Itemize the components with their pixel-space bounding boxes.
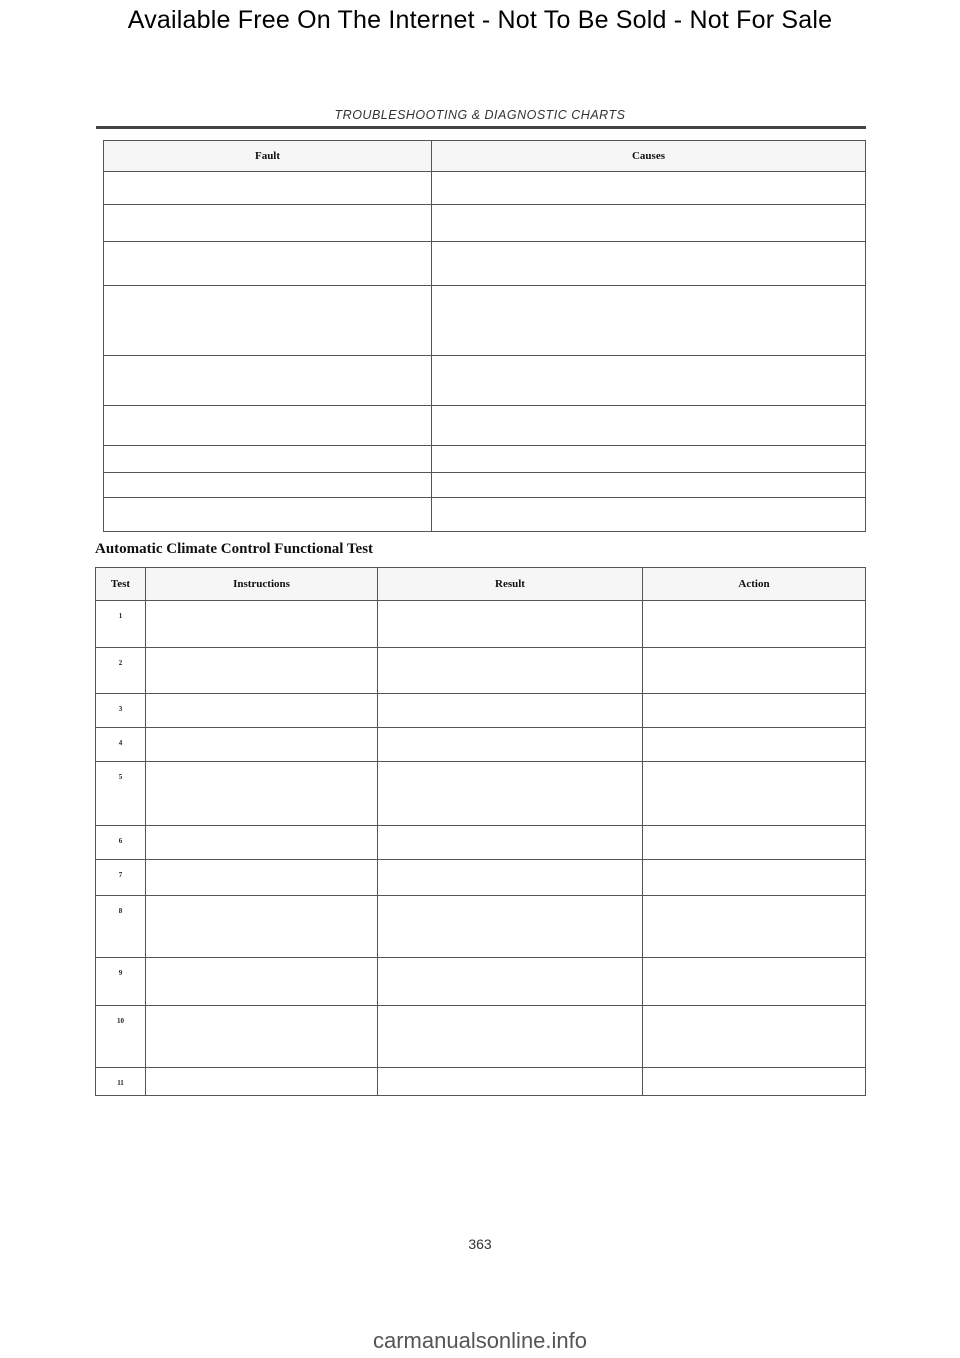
table-row [96,896,866,958]
result-cell [378,694,643,728]
causes-cell [432,498,866,532]
action-cell [643,648,866,694]
result-cell [378,860,643,896]
action-cell [643,601,866,648]
result-cell [378,1006,643,1068]
causes-cell [432,286,866,356]
instructions-cell [146,860,378,896]
causes-cell [432,172,866,205]
instructions-cell [146,958,378,1006]
table-row [104,406,866,446]
fault-cell [104,473,432,498]
table-row [96,1006,866,1068]
causes-cell [432,446,866,473]
test-number: 5 [118,773,123,781]
fault-cell [104,172,432,205]
action-cell [643,1006,866,1068]
action-cell [643,958,866,1006]
table-row [96,958,866,1006]
test-number: 2 [118,659,123,667]
test-number: 4 [118,739,123,747]
table-row [104,205,866,242]
result-cell [378,762,643,826]
table-row [104,446,866,473]
table-row [96,648,866,694]
instructions-cell [146,728,378,762]
footer-watermark: carmanualsonline.info [372,1328,588,1353]
table-row [96,694,866,728]
action-cell [643,694,866,728]
instructions-cell [146,762,378,826]
causes-cell [432,473,866,498]
test-number: 10 [117,1017,124,1025]
instructions-cell [146,896,378,958]
test-number: 9 [118,969,123,977]
fault-cell [104,242,432,286]
table-row [96,601,866,648]
instructions-cell [146,826,378,860]
column-header-result: Result [378,568,643,601]
functional-test-table [95,567,866,1096]
column-header-instructions: Instructions [146,568,378,601]
test-number: 7 [118,871,123,879]
causes-cell [432,356,866,406]
result-cell [378,896,643,958]
table-row [104,172,866,205]
table-header-row [104,141,866,172]
fault-causes-table [103,140,866,532]
instructions-cell [146,1006,378,1068]
action-cell [643,762,866,826]
action-cell [643,860,866,896]
watermark-banner: Available Free On The Internet - Not To Be Sold - Not For Sale [127,6,833,34]
table-row [104,242,866,286]
table-row [96,762,866,826]
column-header-action: Action [643,568,866,601]
result-cell [378,958,643,1006]
column-header-causes: Causes [432,141,866,172]
fault-cell [104,356,432,406]
column-header-test: Test [96,568,146,601]
result-cell [378,728,643,762]
action-cell [643,826,866,860]
result-cell [378,648,643,694]
page-number: 363 [468,1236,492,1252]
action-cell [643,1068,866,1096]
table-row [104,473,866,498]
action-cell [643,728,866,762]
instructions-cell [146,601,378,648]
functional-test-title: Automatic Climate Control Functional Test [95,541,374,557]
header-rule [96,126,866,129]
action-cell [643,896,866,958]
causes-cell [432,406,866,446]
result-cell [378,1068,643,1096]
table-row [96,860,866,896]
causes-cell [432,205,866,242]
table-row [104,356,866,406]
table-row [96,728,866,762]
test-number: 6 [118,837,123,845]
fault-cell [104,205,432,242]
table-row [96,826,866,860]
test-number: 3 [118,705,123,713]
column-header-fault: Fault [104,141,432,172]
causes-cell [432,242,866,286]
table-row [104,286,866,356]
fault-cell [104,446,432,473]
fault-cell [104,286,432,356]
result-cell [378,826,643,860]
fault-cell [104,406,432,446]
table-row [104,498,866,532]
instructions-cell [146,694,378,728]
instructions-cell [146,648,378,694]
fault-cell [104,498,432,532]
table-header-row [96,568,866,601]
table-row [96,1068,866,1096]
test-number: 1 [118,612,123,620]
section-title: TROUBLESHOOTING & DIAGNOSTIC CHARTS [334,108,626,122]
test-number: 8 [118,907,123,915]
test-number: 11 [117,1079,124,1087]
instructions-cell [146,1068,378,1096]
result-cell [378,601,643,648]
